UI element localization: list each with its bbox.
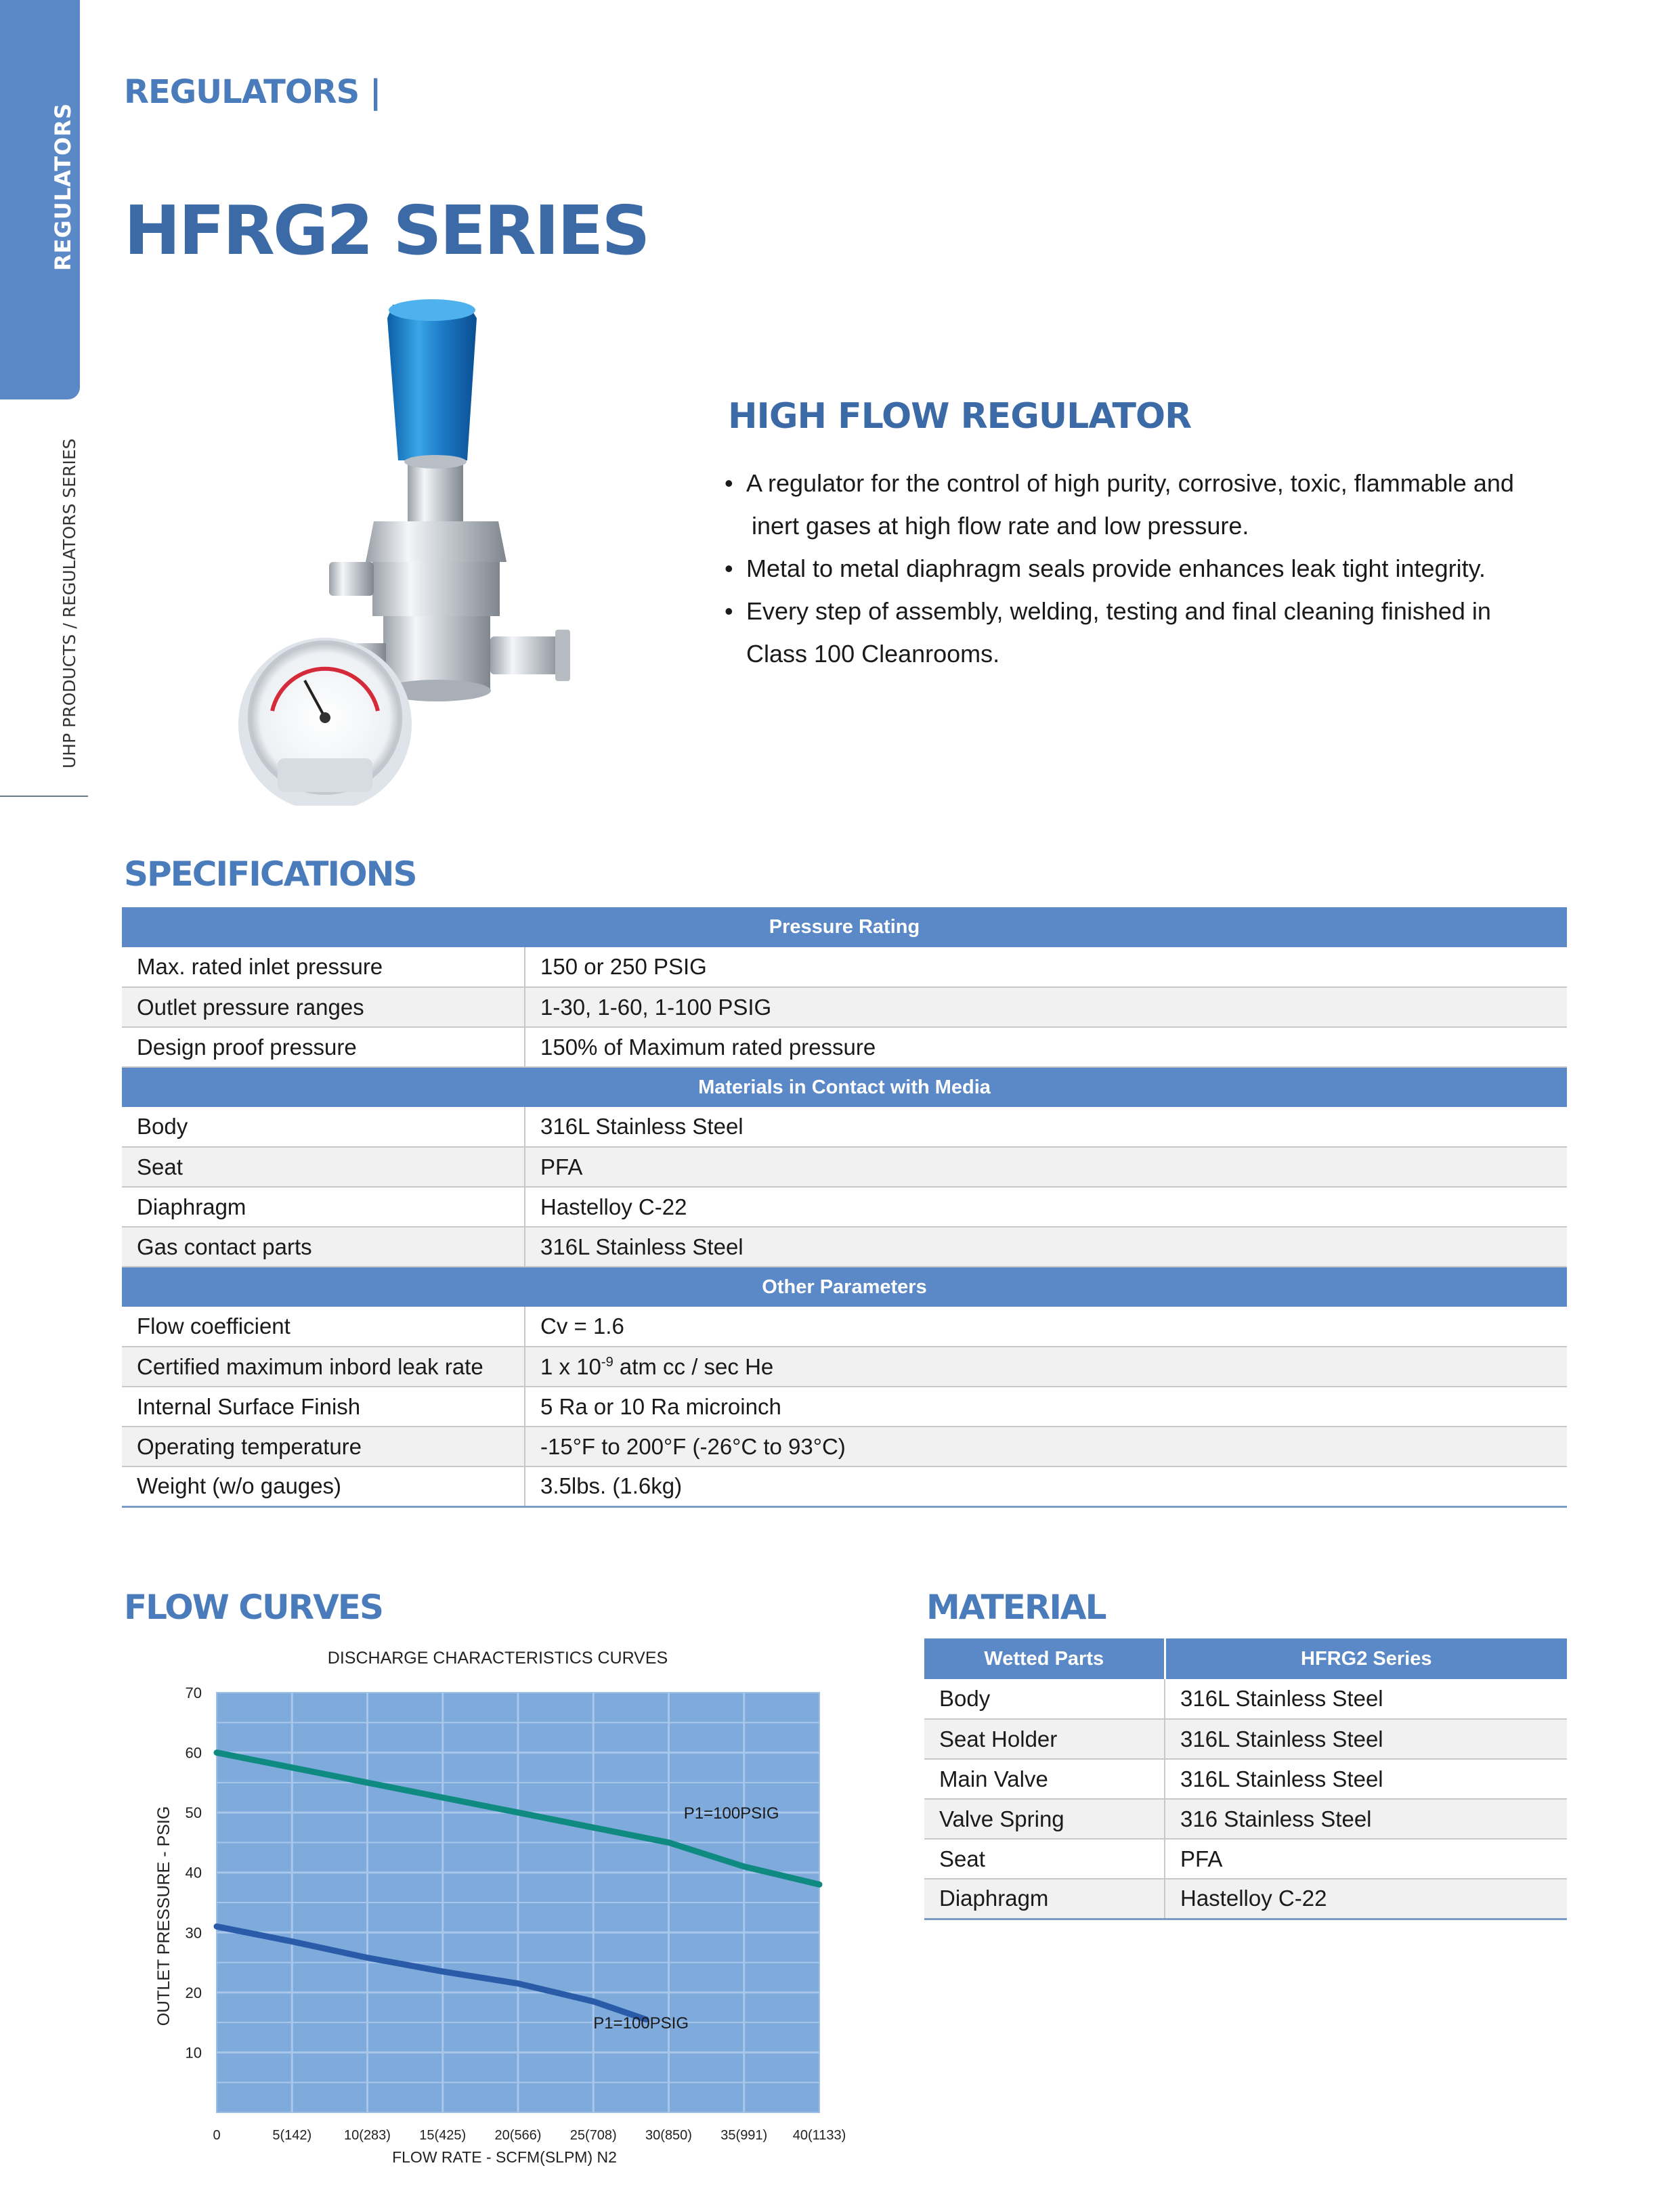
spec-value: Cv = 1.6 <box>525 1307 1567 1347</box>
sidebar-tab-label: REGULATORS <box>50 102 76 271</box>
spec-label: Weight (w/o gauges) <box>122 1466 525 1506</box>
spec-value: 1-30, 1-60, 1-100 PSIG <box>525 987 1567 1027</box>
x-tick-label: 15(425) <box>419 2128 467 2143</box>
regulator-product-image <box>230 291 637 806</box>
spec-value: 316L Stainless Steel <box>525 1227 1567 1267</box>
spec-row <box>122 1027 1567 1067</box>
material-heading: MATERIAL <box>926 1588 1106 1627</box>
flow-curves-heading: FLOW CURVES <box>124 1588 383 1627</box>
spec-label: Operating temperature <box>122 1427 525 1466</box>
sidebar-tab <box>0 0 80 399</box>
series-annotation-1: P1=100PSIG <box>683 1804 779 1823</box>
spec-row <box>122 1427 1567 1466</box>
material-table <box>924 1638 1567 1920</box>
spec-group-title: Pressure Rating <box>122 907 1567 947</box>
feature-item <box>725 590 1578 675</box>
product-subheading: HIGH FLOW REGULATOR <box>728 396 1192 437</box>
material-row <box>924 1759 1567 1799</box>
spec-label: Max. rated inlet pressure <box>122 947 525 987</box>
specifications-heading: SPECIFICATIONS <box>124 854 416 894</box>
spec-value: PFA <box>525 1147 1567 1187</box>
material-row <box>924 1839 1567 1879</box>
sidebar-section-label: UHP PRODUCTS / REGULATORS SERIES <box>60 438 79 768</box>
feature-item <box>725 547 1578 590</box>
spec-label: Outlet pressure ranges <box>122 987 525 1027</box>
y-tick-label: 20 <box>185 1984 202 2001</box>
feature-text: Metal to metal diaphragm seals provide enhances leak tight integrity. <box>746 555 1486 582</box>
spec-group-header <box>122 907 1567 947</box>
spec-row <box>122 947 1567 987</box>
material-row <box>924 1799 1567 1839</box>
spec-row <box>122 1387 1567 1427</box>
spec-label: Body <box>122 1107 525 1147</box>
spec-value: 5 Ra or 10 Ra microinch <box>525 1387 1567 1427</box>
x-tick-label: 40(1133) <box>792 2128 846 2143</box>
spec-row <box>122 1227 1567 1267</box>
material-column-header: HFRG2 Series <box>1165 1638 1567 1679</box>
spec-row <box>122 987 1567 1027</box>
feature-text-cont: Class 100 Cleanrooms. <box>746 640 1000 668</box>
spec-value-exponent: -9 <box>601 1354 613 1370</box>
material-value: Hastelloy C-22 <box>1165 1879 1567 1919</box>
discharge-chart <box>142 1645 860 2180</box>
material-row <box>924 1719 1567 1759</box>
material-header-row <box>924 1638 1567 1679</box>
spec-row <box>122 1147 1567 1187</box>
spec-value: 316L Stainless Steel <box>525 1107 1567 1147</box>
spec-value: 3.5lbs. (1.6kg) <box>525 1466 1567 1506</box>
material-part: Main Valve <box>924 1759 1165 1799</box>
spec-group-header <box>122 1267 1567 1307</box>
y-tick-label: 70 <box>185 1685 202 1701</box>
spec-label: Gas contact parts <box>122 1227 525 1267</box>
spec-label: Internal Surface Finish <box>122 1387 525 1427</box>
material-row <box>924 1679 1567 1719</box>
material-part: Diaphragm <box>924 1879 1165 1919</box>
material-value: 316L Stainless Steel <box>1165 1719 1567 1759</box>
material-part: Valve Spring <box>924 1799 1165 1839</box>
feature-item <box>725 462 1578 547</box>
discharge-chart-svg <box>142 1645 860 2180</box>
spec-group-title: Other Parameters <box>122 1267 1567 1307</box>
spec-value <box>525 1347 1567 1387</box>
x-tick-label: 5(142) <box>272 2128 312 2143</box>
page-title: HFRG2 SERIES <box>124 191 649 270</box>
spec-group-header <box>122 1067 1567 1107</box>
material-part: Body <box>924 1679 1165 1719</box>
spec-value-base: 1 x 10 <box>540 1353 601 1379</box>
spec-row <box>122 1107 1567 1147</box>
bullet-dot: • <box>725 555 733 582</box>
spec-value: -15°F to 200°F (-26°C to 93°C) <box>525 1427 1567 1466</box>
spec-value: 150% of Maximum rated pressure <box>525 1027 1567 1067</box>
spec-label: Flow coefficient <box>122 1307 525 1347</box>
spec-row <box>122 1187 1567 1227</box>
material-value: PFA <box>1165 1839 1567 1879</box>
feature-text-cont: inert gases at high flow rate and low pressure. <box>752 512 1249 540</box>
x-tick-label: 30(850) <box>645 2128 692 2143</box>
bullet-dot: • <box>725 469 733 497</box>
spec-group-title: Materials in Contact with Media <box>122 1067 1567 1107</box>
spec-row <box>122 1466 1567 1506</box>
y-tick-label: 30 <box>185 1924 202 1942</box>
spec-value: Hastelloy C-22 <box>525 1187 1567 1227</box>
feature-text: A regulator for the control of high purity, corrosive, toxic, flammable and <box>746 469 1514 497</box>
spec-row <box>122 1347 1567 1387</box>
y-tick-label: 10 <box>185 2044 202 2062</box>
spec-label: Seat <box>122 1147 525 1187</box>
spec-value-unit: atm cc / sec He <box>613 1353 774 1379</box>
material-part: Seat Holder <box>924 1719 1165 1759</box>
y-tick-label: 40 <box>185 1864 202 1882</box>
y-tick-label: 50 <box>185 1804 202 1822</box>
material-column-header: Wetted Parts <box>924 1638 1165 1679</box>
y-axis-label: OUTLET PRESSURE - PSIG <box>154 1806 173 2026</box>
spec-label: Certified maximum inbord leak rate <box>122 1347 525 1387</box>
x-tick-label: 35(991) <box>720 2128 768 2143</box>
x-tick-label: 20(566) <box>494 2128 542 2143</box>
material-value: 316L Stainless Steel <box>1165 1759 1567 1799</box>
material-row <box>924 1879 1567 1919</box>
material-value: 316L Stainless Steel <box>1165 1679 1567 1719</box>
spec-label: Design proof pressure <box>122 1027 525 1067</box>
feature-list <box>725 462 1578 675</box>
specifications-table <box>122 907 1567 1508</box>
y-tick-label: 60 <box>185 1744 202 1762</box>
spec-row <box>122 1307 1567 1347</box>
x-tick-label: 10(283) <box>344 2128 391 2143</box>
feature-text: Every step of assembly, welding, testing and final cleaning finished in <box>746 597 1491 625</box>
spec-label: Diaphragm <box>122 1187 525 1227</box>
spec-value: 150 or 250 PSIG <box>525 947 1567 987</box>
series-annotation-2: P1=100PSIG <box>593 2014 689 2033</box>
material-value: 316 Stainless Steel <box>1165 1799 1567 1839</box>
chart-title: DISCHARGE CHARACTERISTICS CURVES <box>327 1649 668 1668</box>
x-tick-label: 0 <box>213 2128 221 2143</box>
material-part: Seat <box>924 1839 1165 1879</box>
breadcrumb: REGULATORS | <box>124 73 381 111</box>
x-tick-label: 25(708) <box>569 2128 617 2143</box>
bullet-dot: • <box>725 597 733 625</box>
sidebar-divider <box>0 796 88 797</box>
x-axis-label: FLOW RATE - SCFM(SLPM) N2 <box>392 2148 617 2166</box>
